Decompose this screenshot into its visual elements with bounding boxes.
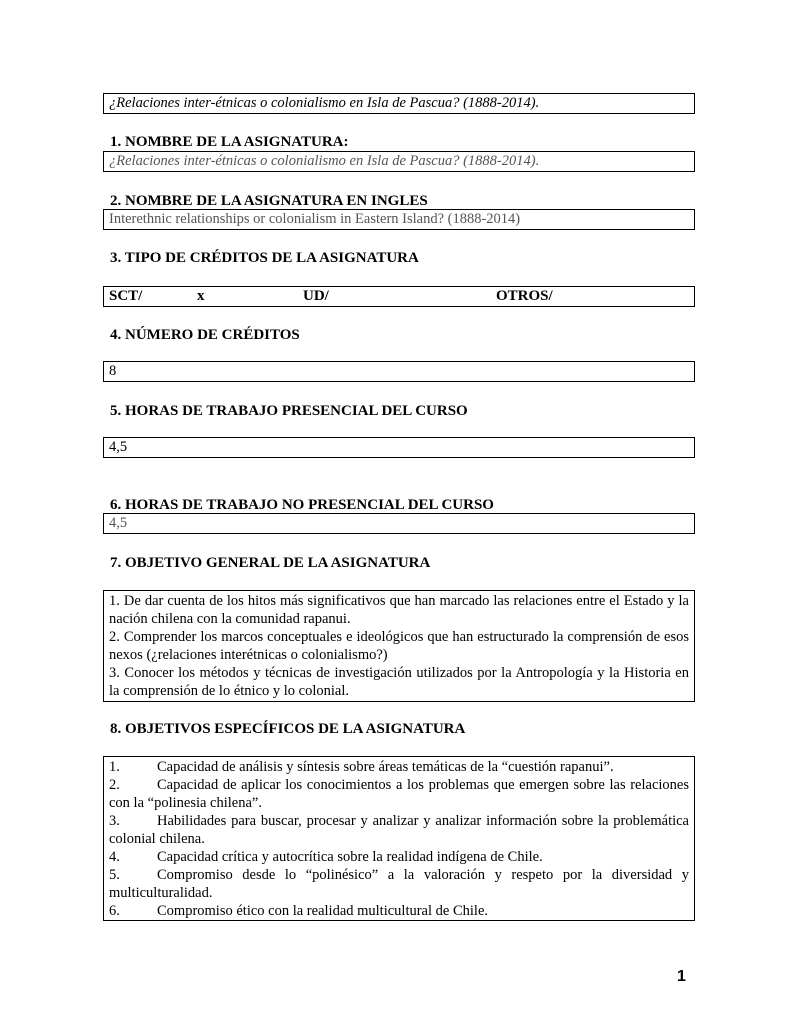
- section-5-box: [103, 437, 695, 458]
- section-8-heading: 8. OBJETIVOS ESPECÍFICOS DE LA ASIGNATURA: [110, 721, 466, 737]
- specific-objective-text: Compromiso ético con la realidad multicultural de Chile.: [157, 903, 489, 919]
- specific-objective-item: [109, 758, 689, 776]
- specific-objective-item: [109, 848, 689, 866]
- specific-objective-text: Capacidad crítica y autocrítica sobre la realidad indígena de Chile.: [157, 849, 543, 865]
- section-4-box: [103, 361, 695, 382]
- general-objective-paragraph: 2. Comprender los marcos conceptuales e ideológicos que han estructurado la comprensión de esos nexos (¿relaciones interétnicas o colonialismo?): [109, 629, 689, 663]
- specific-objective-number: 3.: [109, 813, 120, 829]
- section-7-heading: 7. OBJETIVO GENERAL DE LA ASIGNATURA: [110, 555, 431, 571]
- section-2-box: [103, 209, 695, 230]
- specific-objective-text: Compromiso desde lo “polinésico” a la valoración y respeto por la diversidad y multiculturalidad.: [109, 867, 689, 901]
- general-objective-box: [103, 590, 695, 702]
- specific-objective-number: 5.: [109, 867, 120, 883]
- specific-objective-item: [109, 776, 689, 812]
- credit-type-sct: SCT/: [109, 288, 143, 304]
- section-6-box: [103, 513, 695, 534]
- section-4-heading: 4. NÚMERO DE CRÉDITOS: [110, 327, 300, 343]
- specific-objective-text: Capacidad de análisis y síntesis sobre áreas temáticas de la “cuestión rapanui”.: [157, 759, 614, 775]
- specific-objective-item: [109, 866, 689, 902]
- specific-objective-number: 6.: [109, 903, 120, 919]
- credit-type-box: [103, 286, 695, 307]
- non-presential-hours-value: 4,5: [109, 515, 128, 531]
- specific-objective-text: Habilidades para buscar, procesar y analizar y analizar información sobre la problemática colonial chilena.: [109, 813, 689, 847]
- section-1-box: [103, 151, 695, 172]
- presential-hours-value: 4,5: [109, 439, 128, 455]
- section-2-heading: 2. NOMBRE DE LA ASIGNATURA EN INGLES: [110, 193, 428, 209]
- section-5-heading: 5. HORAS DE TRABAJO PRESENCIAL DEL CURSO: [110, 403, 468, 419]
- credits-number-value: 8: [109, 363, 117, 379]
- section-6-heading: 6. HORAS DE TRABAJO NO PRESENCIAL DEL CURSO: [110, 497, 494, 513]
- specific-objective-number: 1.: [109, 759, 120, 775]
- page-number: 1: [677, 968, 686, 985]
- general-objective-paragraph: 1. De dar cuenta de los hitos más significativos que han marcado las relaciones entre el Estado y la nación chilena con la comunidad rapanui.: [109, 593, 689, 627]
- specific-objective-text: Capacidad de aplicar los conocimientos a los problemas que emergen sobre las relaciones con la “polinesia chilena”.: [109, 777, 689, 811]
- specific-objective-number: 4.: [109, 849, 120, 865]
- credit-type-otros: OTROS/: [496, 288, 553, 304]
- credit-type-mark: x: [197, 288, 205, 304]
- specific-objective-item: [109, 902, 689, 920]
- specific-objective-item: [109, 812, 689, 848]
- section-3-heading: 3. TIPO DE CRÉDITOS DE LA ASIGNATURA: [110, 250, 419, 266]
- course-name-english-value: Interethnic relationships or colonialism in Eastern Island? (1888-2014): [109, 211, 521, 227]
- credit-type-ud: UD/: [303, 288, 329, 304]
- specific-objectives-box: [103, 756, 695, 921]
- section-1-heading: 1. NOMBRE DE LA ASIGNATURA:: [110, 134, 349, 150]
- course-title-box: [103, 93, 695, 114]
- specific-objective-number: 2.: [109, 777, 120, 793]
- course-title: ¿Relaciones inter-étnicas o colonialismo en Isla de Pascua? (1888-2014).: [109, 95, 540, 111]
- course-name-value: ¿Relaciones inter-étnicas o colonialismo en Isla de Pascua? (1888-2014).: [109, 153, 540, 169]
- general-objective-paragraph: 3. Conocer los métodos y técnicas de investigación utilizados por la Antropología y la Historia en la comprensión de lo étnico y lo colonial.: [109, 665, 689, 699]
